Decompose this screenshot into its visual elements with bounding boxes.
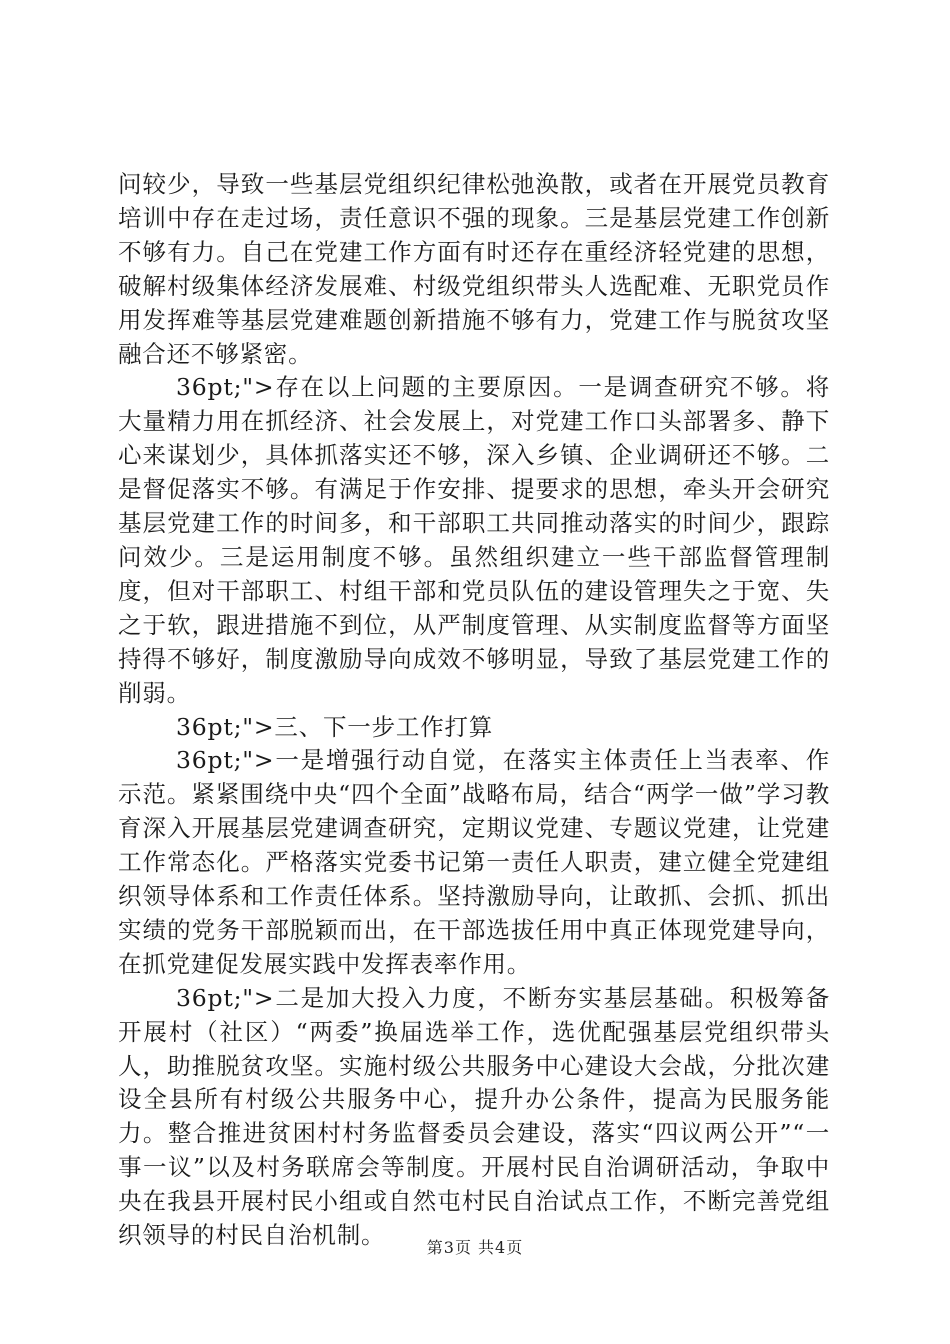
- page-footer: 第3页 共4页: [426, 1238, 524, 1257]
- document-body: [118, 168, 830, 1253]
- paragraph-point-two: 36pt;">二是加大投入力度，不断夯实基层基础。积极筹备开展村（社区）“两委”换届选举工作，选优配强基层党组织带头人，助推脱贫攻坚。实施村级公共服务中心建设大会战，分批次建设全县所有村级公共服务中心，提升办公条件，提高为民服务能力。整合推进贫困村村务监督委员会建设，落实“四议两公开”“一事一议”以及村务联席会等制度。开展村民自治调研活动，争取中央在我县开展村民小组或自然屯村民自治试点工作，不断完善党组织领导的村民自治机制。: [118, 983, 830, 1250]
- paragraph-continuation: 问较少，导致一些基层党组织纪律松弛涣散，或者在开展党员教育培训中存在走过场，责任意识不强的现象。三是基层党建工作创新不够有力。自己在党建工作方面有时还存在重经济轻党建的思想，破解村级集体经济发展难、村级党组织带头人选配难、无职党员作用发挥难等基层党建难题创新措施不够有力，党建工作与脱贫攻坚融合还不够紧密。: [118, 170, 830, 368]
- section-heading-next-steps: 36pt;">三、下一步工作打算: [176, 712, 494, 741]
- paragraph-causes: 36pt;">存在以上问题的主要原因。一是调查研究不够。将大量精力用在抓经济、社会发展上，对党建工作口头部署多、静下心来谋划少，具体抓落实还不够，深入乡镇、企业调研还不够。二是督促落实不够。有满足于作安排、提要求的思想，牵头开会研究基层党建工作的时间多，和干部职工共同推动落实的时间少，跟踪问效少。三是运用制度不够。虽然组织建立一些干部监督管理制度，但对干部职工、村组干部和党员队伍的建设管理失之于宽、失之于软，跟进措施不到位，从严制度管理、从实制度监督等方面坚持得不够好，制度激励导向成效不够明显，导致了基层党建工作的削弱。: [118, 373, 830, 707]
- paragraph-point-one: 36pt;">一是增强行动自觉，在落实主体责任上当表率、作示范。紧紧围绕中央“四个全面”战略布局，结合“两学一做”学习教育深入开展基层党建调查研究，定期议党建、专题议党建，让党建工作常态化。严格落实党委书记第一责任人职责，建立健全党建组织领导体系和工作责任体系。坚持激励导向，让敢抓、会抓、抓出实绩的党务干部脱颖而出，在干部选拔任用中真正体现党建导向，在抓党建促发展实践中发挥表率作用。: [118, 746, 830, 978]
